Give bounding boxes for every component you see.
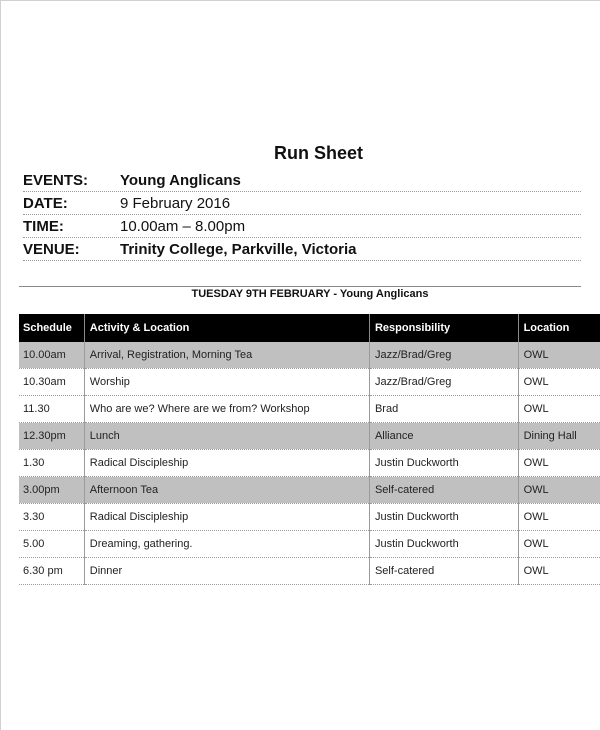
location-cell: OWL	[518, 369, 600, 396]
activity-cell: Worship	[84, 369, 369, 396]
location-cell: OWL	[518, 477, 600, 504]
schedule-cell: 11.30	[19, 396, 84, 423]
activity-cell: Arrival, Registration, Morning Tea	[84, 342, 369, 369]
info-label: DATE:	[23, 194, 68, 212]
info-label: EVENTS:	[23, 171, 89, 189]
schedule-cell: 1.30	[19, 450, 84, 477]
location-cell: OWL	[518, 504, 600, 531]
activity-cell: Lunch	[84, 423, 369, 450]
responsibility-cell: Justin Duckworth	[369, 531, 518, 558]
schedule-table	[19, 314, 600, 585]
activity-cell: Radical Discipleship	[84, 450, 369, 477]
location-cell: Dining Hall	[518, 423, 600, 450]
location-cell: OWL	[518, 531, 600, 558]
info-value: 10.00am – 8.00pm	[120, 217, 246, 235]
event-info	[23, 169, 581, 261]
location-cell: OWL	[518, 396, 600, 423]
table-header-row	[19, 314, 600, 342]
responsibility-cell: Brad	[369, 396, 518, 423]
table-row	[19, 342, 600, 369]
location-cell: OWL	[518, 558, 600, 585]
responsibility-cell: Justin Duckworth	[369, 504, 518, 531]
schedule-cell: 6.30 pm	[19, 558, 84, 585]
column-header-schedule: Schedule	[19, 314, 84, 342]
table-row	[19, 423, 600, 450]
info-value: Trinity College, Parkville, Victoria	[120, 240, 357, 258]
day-heading: TUESDAY 9TH FEBRUARY - Young Anglicans	[191, 288, 429, 300]
schedule-cell: 10.00am	[19, 342, 84, 369]
column-header-location: Location	[518, 314, 600, 342]
schedule-cell: 5.00	[19, 531, 84, 558]
info-row-venue	[23, 238, 581, 261]
table-row	[19, 531, 600, 558]
activity-cell: Radical Discipleship	[84, 504, 369, 531]
schedule-cell: 3.30	[19, 504, 84, 531]
table-row	[19, 450, 600, 477]
responsibility-cell: Alliance	[369, 423, 518, 450]
column-header-activity: Activity & Location	[84, 314, 369, 342]
info-row-date	[23, 192, 581, 215]
activity-cell: Who are we? Where are we from? Workshop	[84, 396, 369, 423]
page-title: Run Sheet	[273, 143, 363, 163]
info-value: 9 February 2016	[120, 194, 231, 212]
activity-cell: Dinner	[84, 558, 369, 585]
responsibility-cell: Jazz/Brad/Greg	[369, 342, 518, 369]
column-header-responsibility: Responsibility	[369, 314, 518, 342]
schedule-cell: 10.30am	[19, 369, 84, 396]
location-cell: OWL	[518, 342, 600, 369]
schedule-cell: 12.30pm	[19, 423, 84, 450]
activity-cell: Dreaming, gathering.	[84, 531, 369, 558]
location-cell: OWL	[518, 450, 600, 477]
schedule-cell: 3.00pm	[19, 477, 84, 504]
responsibility-cell: Jazz/Brad/Greg	[369, 369, 518, 396]
table-row	[19, 396, 600, 423]
divider	[19, 286, 581, 287]
info-label: VENUE:	[23, 240, 80, 258]
info-label: TIME:	[23, 217, 64, 235]
info-row-time	[23, 215, 581, 238]
table-row	[19, 369, 600, 396]
table-row	[19, 558, 600, 585]
info-row-events	[23, 169, 581, 192]
table-row	[19, 504, 600, 531]
activity-cell: Afternoon Tea	[84, 477, 369, 504]
responsibility-cell: Self-catered	[369, 558, 518, 585]
table-row	[19, 477, 600, 504]
responsibility-cell: Self-catered	[369, 477, 518, 504]
info-value: Young Anglicans	[120, 171, 241, 189]
responsibility-cell: Justin Duckworth	[369, 450, 518, 477]
